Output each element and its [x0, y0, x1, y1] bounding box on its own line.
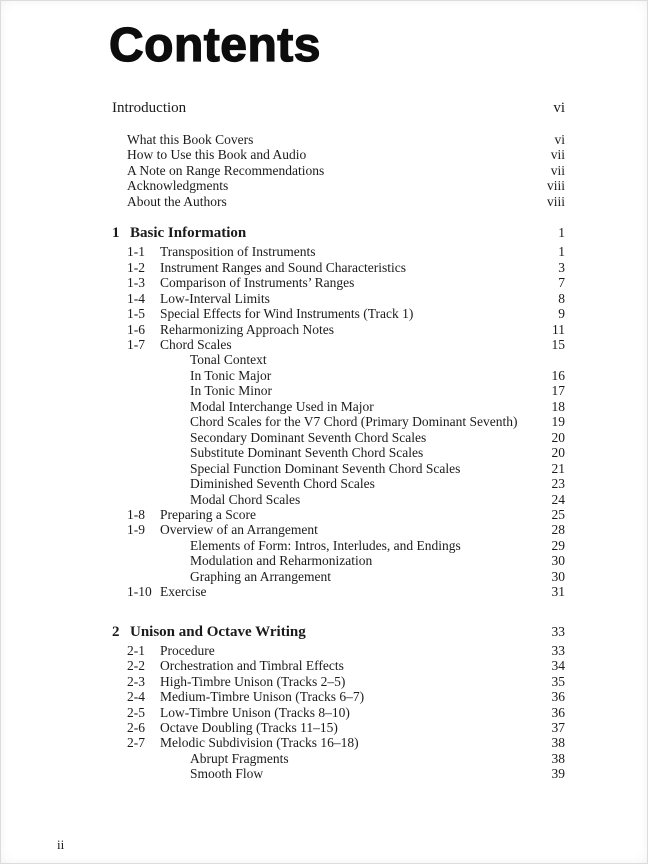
- toc-entry: [112, 163, 565, 178]
- chapter-number: 2: [112, 623, 120, 640]
- entry-page: 34: [551, 658, 565, 674]
- toc-subentry: [112, 352, 565, 367]
- toc-entry: [112, 322, 565, 337]
- toc-entry-introduction: [112, 99, 565, 117]
- entry-page: 30: [551, 553, 565, 569]
- entry-page: vii: [550, 147, 565, 163]
- entry-page: viii: [546, 193, 565, 209]
- toc-subentry: [112, 414, 565, 429]
- entry-page: 20: [551, 445, 565, 461]
- toc-entry: [112, 705, 565, 720]
- entry-label: Smooth Flow: [190, 766, 264, 782]
- entry-page: 8: [558, 290, 565, 306]
- entry-page: 35: [551, 673, 565, 689]
- toc-entry: [112, 689, 565, 704]
- entry-label: Diminished Seventh Chord Scales: [190, 476, 375, 492]
- entry-page: 31: [551, 584, 565, 600]
- chapter-block: [112, 224, 565, 599]
- entry-page: 11: [552, 321, 565, 337]
- entry-label: Preparing a Score: [160, 506, 256, 522]
- entry-page: vi: [554, 132, 565, 147]
- entry-number: 2-4: [127, 689, 145, 705]
- toc-entry: [112, 132, 565, 147]
- chapter-title: Basic Information: [130, 225, 247, 242]
- entry-page: 38: [551, 750, 565, 766]
- entry-label: Procedure: [160, 642, 215, 658]
- entry-number: 1-2: [127, 259, 145, 275]
- entry-number: 1-9: [127, 522, 145, 538]
- entry-page: 15: [551, 336, 565, 352]
- chapter-heading: [112, 623, 565, 641]
- entry-page: 23: [551, 476, 565, 492]
- entry-label: Octave Doubling (Tracks 11–15): [160, 719, 338, 735]
- entry-page: viii: [546, 178, 565, 194]
- toc-subentry: [112, 476, 565, 491]
- toc-entry: [112, 178, 565, 193]
- entry-page: 29: [551, 537, 565, 553]
- entry-number: 2-1: [127, 642, 145, 658]
- entry-number: 2-7: [127, 735, 145, 751]
- front-matter-list: [112, 132, 565, 209]
- entry-label: A Note on Range Recommendations: [127, 162, 325, 178]
- toc-entry: [112, 194, 565, 209]
- entry-label: Substitute Dominant Seventh Chord Scales: [190, 445, 424, 461]
- entry-page: 19: [551, 414, 565, 430]
- folio-page-number: ii: [57, 837, 65, 852]
- toc-subentry: [112, 430, 565, 445]
- entry-label: Elements of Form: Intros, Interludes, and Endings: [190, 537, 461, 553]
- entry-label: Low-Interval Limits: [160, 290, 270, 306]
- entry-number: 1-3: [127, 275, 145, 291]
- entry-label: Medium-Timbre Unison (Tracks 6–7): [160, 689, 365, 705]
- entry-label: Introduction: [112, 100, 187, 116]
- entry-label: Special Effects for Wind Instruments (Track 1): [160, 306, 414, 322]
- toc-entry: [112, 735, 565, 750]
- toc-subentry: [112, 492, 565, 507]
- entry-label: Modulation and Reharmonization: [190, 553, 373, 569]
- toc-subentry: [112, 766, 565, 781]
- entry-page: 18: [551, 398, 565, 414]
- entry-page: 33: [551, 642, 565, 658]
- toc-entry: [112, 260, 565, 275]
- chapter-block: [112, 623, 565, 782]
- toc-entry: [112, 275, 565, 290]
- entry-number: 2-3: [127, 673, 145, 689]
- chapter-page: 1: [558, 225, 565, 241]
- toc-subentry: [112, 445, 565, 460]
- entry-label: Reharmonizing Approach Notes: [160, 321, 334, 337]
- entry-label: Chord Scales: [160, 336, 232, 352]
- entry-page: vii: [550, 162, 565, 178]
- entry-page: 36: [551, 704, 565, 720]
- toc-entry: [112, 522, 565, 537]
- entry-number: 2-5: [127, 704, 145, 720]
- entry-number: 1-5: [127, 306, 145, 322]
- entry-label: How to Use this Book and Audio: [127, 147, 307, 163]
- entry-number: 1-4: [127, 290, 145, 306]
- entry-label: Secondary Dominant Seventh Chord Scales: [190, 429, 427, 445]
- entry-page: 25: [551, 506, 565, 522]
- entry-number: 1-1: [127, 244, 145, 260]
- toc-entry: [112, 507, 565, 522]
- entry-label: What this Book Covers: [127, 132, 254, 147]
- entry-number: 2-2: [127, 658, 145, 674]
- toc-subentry: [112, 553, 565, 568]
- entry-label: Special Function Dominant Seventh Chord Scales: [190, 460, 461, 476]
- entry-label: Graphing an Arrangement: [190, 568, 331, 584]
- entry-page: 36: [551, 689, 565, 705]
- entry-label: Comparison of Instruments’ Ranges: [160, 275, 355, 291]
- toc-entry: [112, 291, 565, 306]
- entry-page: 21: [551, 460, 565, 476]
- entry-page: 37: [551, 719, 565, 735]
- entry-number: 1-7: [127, 336, 145, 352]
- chapter-page: 33: [551, 623, 565, 639]
- entry-label: Tonal Context: [190, 352, 267, 368]
- entry-label: Abrupt Fragments: [190, 750, 289, 766]
- toc-entry: [112, 306, 565, 321]
- toc-subentry: [112, 569, 565, 584]
- entry-number: 2-6: [127, 719, 145, 735]
- toc-subentry: [112, 751, 565, 766]
- toc-entry: [112, 337, 565, 352]
- chapter-title: Unison and Octave Writing: [130, 623, 306, 640]
- toc-entry: [112, 244, 565, 259]
- entry-label: Melodic Subdivision (Tracks 16–18): [160, 735, 359, 751]
- entry-page: 17: [551, 383, 565, 399]
- toc-entry: [112, 643, 565, 658]
- entry-label: Overview of an Arrangement: [160, 522, 318, 538]
- entry-page: 3: [558, 259, 565, 275]
- entry-label: About the Authors: [127, 193, 227, 209]
- toc-content: [112, 99, 565, 782]
- entry-label: Modal Chord Scales: [190, 491, 301, 507]
- entry-page: 38: [551, 735, 565, 751]
- toc-entry: [112, 147, 565, 162]
- toc-subentry: [112, 368, 565, 383]
- toc-entry: [112, 720, 565, 735]
- entry-page: 16: [551, 367, 565, 383]
- entry-number: 1-8: [127, 506, 145, 522]
- entry-label: High-Timbre Unison (Tracks 2–5): [160, 673, 346, 689]
- entry-label: In Tonic Major: [190, 367, 272, 383]
- toc-subentry: [112, 383, 565, 398]
- entry-number: 1-10: [127, 584, 152, 600]
- entry-label: Exercise: [160, 584, 207, 600]
- entry-page: 7: [558, 275, 565, 291]
- entry-page: 28: [551, 522, 565, 538]
- toc-entry: [112, 658, 565, 673]
- entry-page: 30: [551, 568, 565, 584]
- chapter-number: 1: [112, 225, 120, 242]
- toc-entry: [112, 584, 565, 599]
- page-title: Contents: [109, 19, 321, 72]
- entry-label: In Tonic Minor: [190, 383, 273, 399]
- entry-label: Chord Scales for the V7 Chord (Primary Dominant Seventh): [190, 414, 518, 430]
- entry-page: 9: [558, 306, 565, 322]
- chapter-list: [112, 224, 565, 782]
- toc-subentry: [112, 461, 565, 476]
- toc-subentry: [112, 538, 565, 553]
- entry-label: Transposition of Instruments: [160, 244, 316, 260]
- entry-page: 20: [551, 429, 565, 445]
- entry-page: 39: [551, 766, 565, 782]
- entry-page: vi: [553, 100, 565, 116]
- toc-entry: [112, 674, 565, 689]
- entry-label: Orchestration and Timbral Effects: [160, 658, 344, 674]
- entry-page: 24: [551, 491, 565, 507]
- entry-label: Modal Interchange Used in Major: [190, 398, 374, 414]
- entry-label: Acknowledgments: [127, 178, 229, 194]
- entry-number: 1-6: [127, 321, 145, 337]
- entry-page: 1: [558, 244, 565, 260]
- entry-label: Instrument Ranges and Sound Characteristics: [160, 259, 406, 275]
- chapter-heading: [112, 224, 565, 242]
- entry-label: Low-Timbre Unison (Tracks 8–10): [160, 704, 350, 720]
- toc-subentry: [112, 399, 565, 414]
